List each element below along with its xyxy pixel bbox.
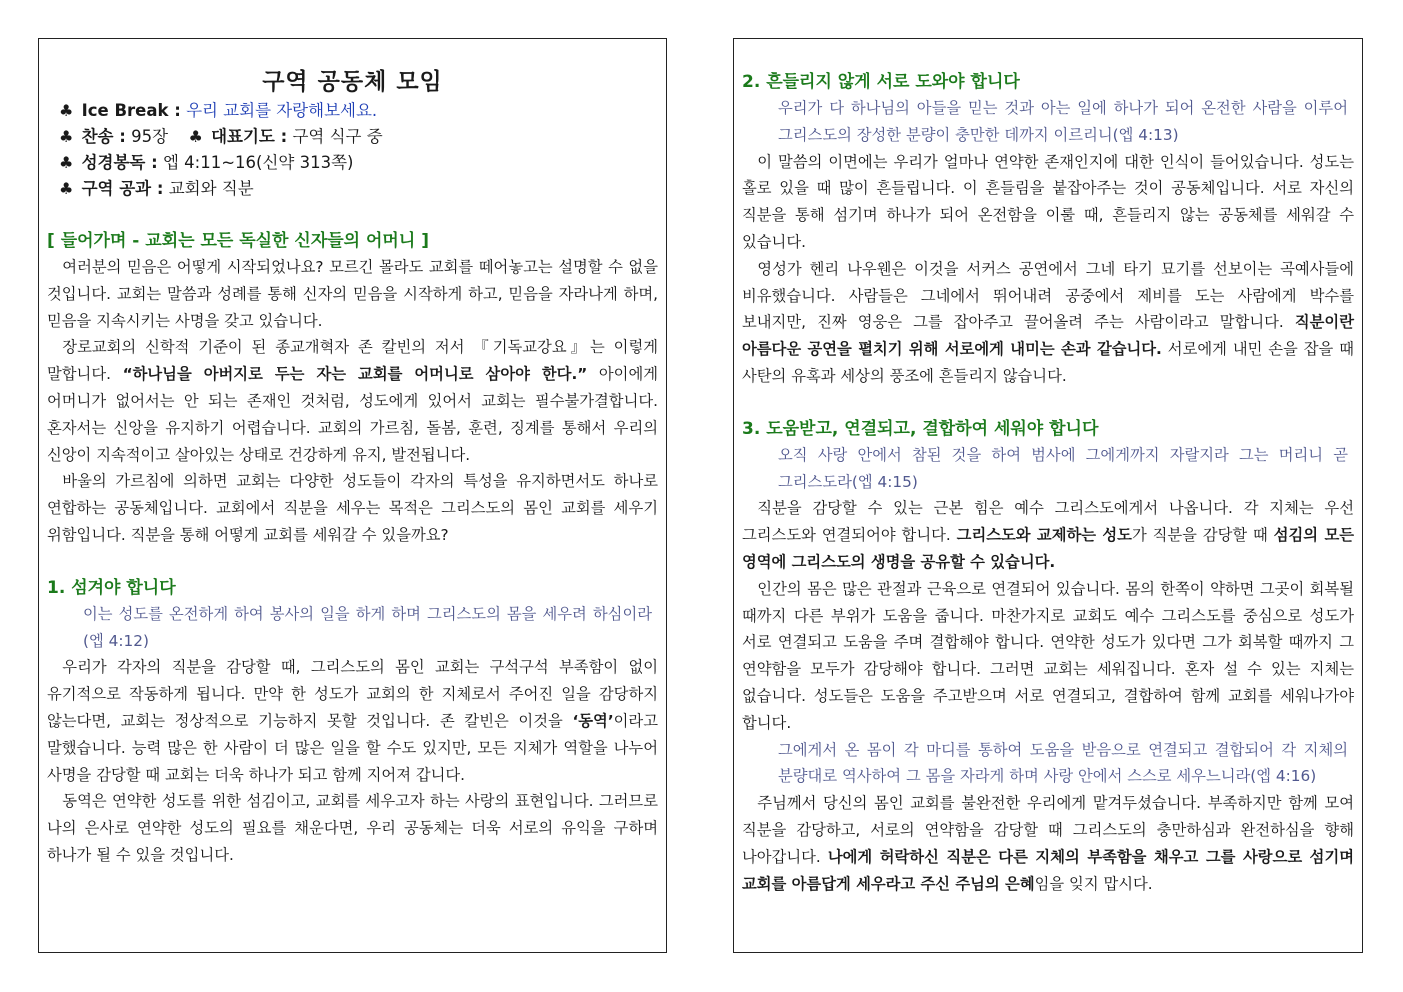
meeting-info xyxy=(47,98,658,202)
calvin-quote: “하나님을 아버지로 두는 자는 교회를 어머니로 삼아야 한다.” xyxy=(122,365,588,384)
lesson-label: 구역 공과 : xyxy=(81,179,164,198)
hymn-label: 찬송 : xyxy=(81,127,126,146)
icebreak-line xyxy=(59,98,658,124)
intro-paragraph-2: 장로교회의 신학적 기준이 된 종교개혁자 존 칼빈의 저서 『기독교강요』는 이렇게 말합니다. “하나님을 아버지로 두는 자는 교회를 어머니로 삼아야 한다.” 아이에게 어머니가 없어서는 안 되는 존재인 것처럼, 성도에게 있어서 교회는 필수불가결합니다. 혼자서는 신앙을 유지하기 어렵습니다. 교회의 가르침, 돌봄, 훈련, 징계를 통해서 우리의 신앙이 지속적이고 살아있는 상태로 건강하게 유지, 발전됩니다. xyxy=(47,338,659,464)
intro-paragraph-3: 바울의 가르침에 의하면 교회는 다양한 성도들이 각자의 특성을 유지하면서도 하나로 연합하는 공동체입니다. 교회에서 직분을 세우는 목적은 그리스도의 몸인 교회를 세우기 위함입니다. 직분을 통해 어떻게 교회를 세워갈 수 있을까요? xyxy=(47,472,658,544)
intro-paragraph-1: 여러분의 믿음은 어떻게 시작되었나요? 모르긴 몰라도 교회를 떼어놓고는 설명할 수 없을 것입니다. 교회는 말씀과 성례를 통해 신자의 믿음을 시작하게 하고, 믿음을 자라나게 하며, 믿음을 지속시키는 사명을 갖고 있습니다. xyxy=(47,258,658,330)
section-3-paragraph-3: 주님께서 당신의 몸인 교회를 불완전한 우리에게 맡겨두셨습니다. 부족하지만 함께 모여 직분을 감당하고, 서로의 연약함을 감당할 때 그리스도의 충만하심과 완전하심을 향해 나아갑니다. 나에게 허락하신 직분은 다른 지체의 부족함을 채우고 그를 사랑으로 섬기며 교회를 아름답게 세우라고 주신 주님의 은혜임을 잊지 맙시다. xyxy=(742,794,1354,893)
section-1-paragraph-1: 우리가 각자의 직분을 감당할 때, 그리스도의 몸인 교회는 구석구석 부족함이 없이 유기적으로 작동하게 됩니다. 만약 한 성도가 교회의 한 지체로서 주어진 일을 감당하지 않는다면, 교회는 정상적으로 기능하지 못할 것입니다. 존 칼빈은 이것을 ‘동역’이라고 말했습니다. 능력 많은 한 사람이 더 많은 일을 할 수도 있지만, 모든 지체가 역할을 나누어 사명을 감당할 때 교회는 더욱 하나가 되고 함께 지어져 갑니다. xyxy=(47,658,658,784)
section-2-paragraph-2: 영성가 헨리 나우웬은 이것을 서커스 공연에서 그네 타기 묘기를 선보이는 곡예사들에 비유했습니다. 사람들은 그네에서 뛰어내려 공중에서 제비를 도는 사람에게 박수를 보내지만, 진짜 영웅은 그를 잡아주고 끌어올려 주는 사람이라고 말합니다. 직분이란 아름다운 공연을 펼치기 위해 서로에게 내미는 손과 같습니다. 서로에게 내민 손을 잡을 때 사탄의 유혹과 세상의 풍조에 흔들리지 않습니다. xyxy=(742,259,1354,385)
section-3-verse-1: 오직 사랑 안에서 참된 것을 하여 범사에 그에게까지 자랄지라 그는 머리니 곧 그리스도라(엡 4:15) xyxy=(778,445,1348,491)
lesson-value: 교회와 직분 xyxy=(168,179,254,198)
prayer-label: 대표기도 : xyxy=(211,127,288,146)
hymn-prayer-line xyxy=(59,124,658,150)
section-2-heading: 2. 흔들리지 않게 서로 도와야 합니다 xyxy=(742,72,1020,92)
club-icon: ♣ xyxy=(59,153,74,172)
section-3-paragraph-1: 직분을 감당할 수 있는 근본 힘은 예수 그리스도에게서 나옵니다. 각 지체는 우선 그리스도와 연결되어야 합니다. 그리스도와 교제하는 성도가 직분을 감당할 때 섬김의 모든 영역에 그리스도의 생명을 공유할 수 있습니다. xyxy=(742,499,1354,571)
left-page xyxy=(38,38,667,953)
section-1-paragraph-2: 동역은 연약한 성도를 위한 섬김이고, 교회를 세우고자 하는 사랑의 표현입니다. 그러므로 나의 은사로 연약한 성도의 필요를 채운다면, 우리 공동체는 더욱 서로의 유익을 구하며 하나가 될 수 있을 것입니다. xyxy=(47,792,658,864)
icebreak-label: Ice Break : xyxy=(81,101,181,120)
icebreak-value: 우리 교회를 자랑해보세요. xyxy=(186,101,378,120)
section-3-emphasis-1: 그리스도와 교제하는 성도 xyxy=(956,526,1132,545)
section-1-verse: 이는 성도를 온전하게 하여 봉사의 일을 하게 하며 그리스도의 몸을 세우려 하심이라(엡 4:12) xyxy=(83,604,652,650)
hymn-value: 95장 xyxy=(131,127,169,146)
prayer-value: 구역 식구 중 xyxy=(292,127,383,146)
club-icon: ♣ xyxy=(59,101,74,120)
reading-value: 엡 4:11~16(신약 313쪽) xyxy=(162,153,354,172)
section-2-paragraph-1: 이 말씀의 이면에는 우리가 얼마나 연약한 존재인지에 대한 인식이 들어있습니다. 성도는 홀로 있을 때 많이 흔들립니다. 이 흔들림을 붙잡아주는 것이 공동체입니다. 서로 자신의 직분을 통해 섬기며 하나가 되어 온전함을 이룰 때, 흔들리지 않는 공동체를 세워갈 수 있습니다. xyxy=(742,152,1354,251)
reading-line xyxy=(59,150,658,176)
club-icon: ♣ xyxy=(59,127,74,146)
club-icon: ♣ xyxy=(59,179,74,198)
section-2-emphasis: 직분이란 아름다운 공연을 펼치기 위해 서로에게 내미는 손과 같습니다. xyxy=(742,313,1354,359)
dongyeok-term: ‘동역’ xyxy=(572,711,614,730)
lesson-line xyxy=(59,176,658,202)
page-title: 구역 공동체 모임 xyxy=(262,69,443,95)
intro-heading: [ 들어가며 - 교회는 모든 독실한 신자들의 어머니 ] xyxy=(47,231,429,251)
reading-label: 성경봉독 : xyxy=(81,153,158,172)
club-icon: ♣ xyxy=(188,127,203,146)
section-2-verse: 우리가 다 하나님의 아들을 믿는 것과 아는 일에 하나가 되어 온전한 사람을 이루어 그리스도의 장성한 분량이 충만한 데까지 이르리니(엡 4:13) xyxy=(778,99,1348,144)
section-3-paragraph-2: 인간의 몸은 많은 관절과 근육으로 연결되어 있습니다. 몸의 한쪽이 약하면 그곳이 회복될 때까지 다른 부위가 도움을 줍니다. 마찬가지로 교회도 예수 그리스도를 중심으로 성도가 서로 연결되고 도움을 주며 결합해야 합니다. 연약한 성도가 있다면 그가 회복할 때까지 그 연약함을 모두가 감당해야 합니다. 그러면 교회는 세워집니다. 혼자 설 수 있는 지체는 없습니다. 성도들은 도움을 주고받으며 서로 연결되고, 결합하여 함께 교회를 세워나가야 합니다. xyxy=(742,579,1354,732)
section-3-emphasis-3: 나에게 허락하신 직분은 다른 지체의 부족함을 채우고 그를 사랑으로 섬기며 교회를 아름답게 세우라고 주신 주님의 은혜 xyxy=(742,847,1354,893)
section-1-heading: 1. 섬겨야 합니다 xyxy=(47,577,176,598)
right-page xyxy=(733,38,1363,953)
section-3-emphasis-2: 섬김의 모든 영역에 그리스도의 생명을 공유할 수 있습니다. xyxy=(742,526,1354,571)
section-3-heading: 3. 도움받고, 연결되고, 결합하여 세워야 합니다 xyxy=(742,418,1099,439)
section-3-verse-2: 그에게서 온 몸이 각 마디를 통하여 도움을 받음으로 연결되고 결합되어 각 지체의 분량대로 역사하여 그 몸을 자라게 하며 사랑 안에서 스스로 세우느니라(엡 4:16) xyxy=(778,740,1348,786)
